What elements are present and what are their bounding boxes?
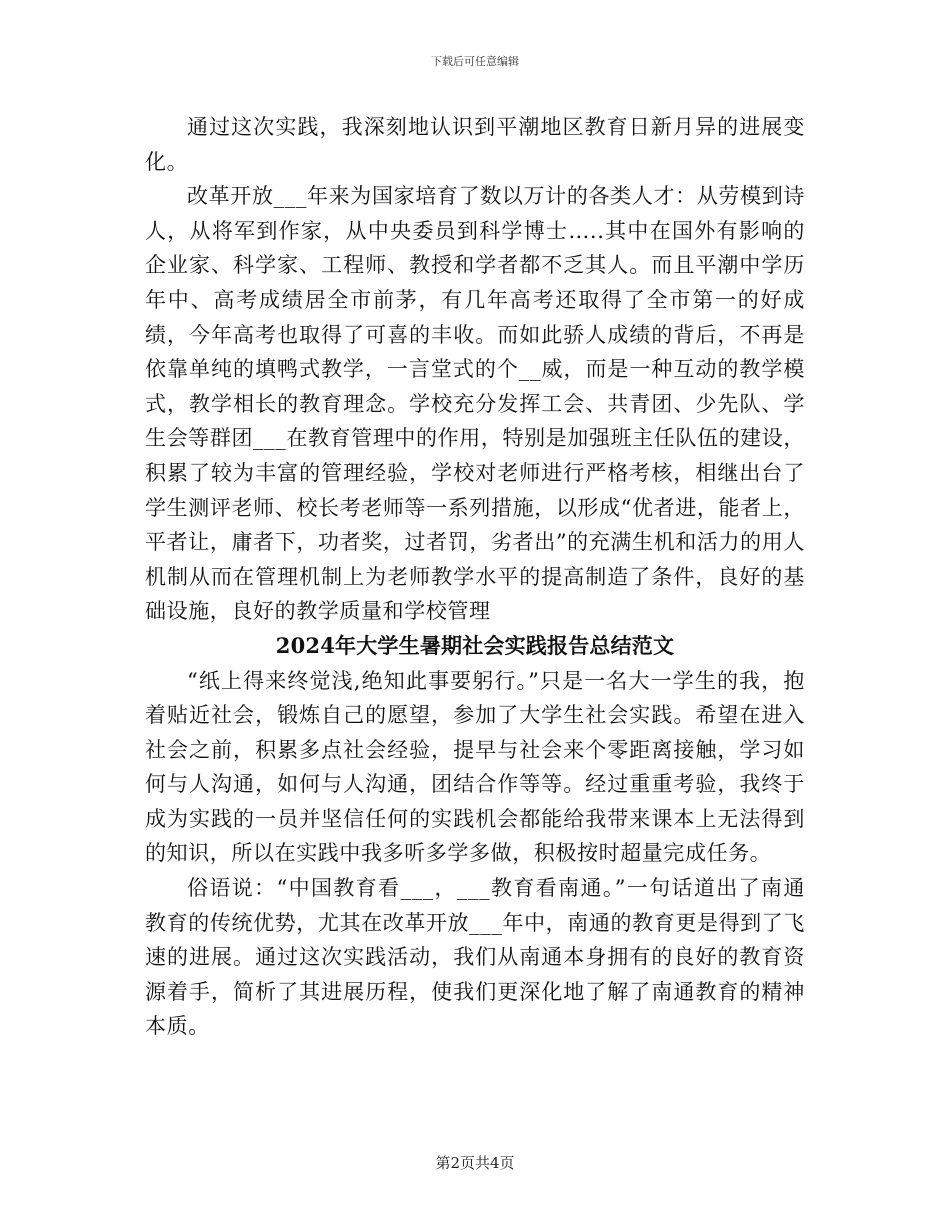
document-body	[145, 110, 805, 1044]
header-note: 下载后可任意编辑	[431, 55, 519, 68]
page-footer: 第2页共4页	[435, 1154, 515, 1172]
paragraph-reform-achievements: 改革开放___年来为国家培育了数以万计的各类人才：从劳模到诗人，从将军到作家，从中央委员到科学博士…..其中在国外有影响的企业家、科学家、工程师、教授和学者都不乏其人。而且平潮中学历年中、高考成绩居全市前茅，有几年高考还取得了全市第一的好成绩，今年高考也取得了可喜的丰收。而如此骄人成绩的背后，不再是依靠单纯的填鸭式教学，一言堂式的个__威，而是一种互动的教学模式，教学相长的教育理念。学校充分发挥工会、共青团、少先队、学生会等群团___在教育管理中的作用，特别是加强班主任队伍的建设，积累了较为丰富的管理经验，学校对老师进行严格考核，相继出台了学生测评老师、校长考老师等一系列措施，以形成“优者进，能者上，平者让，庸者下，功者奖，过者罚，劣者出”的充满生机和活力的用人机制从而在管理机制上为老师教学水平的提高制造了条件，良好的基础设施，良好的教学质量和学校管理	[145, 184, 805, 624]
paragraph-nantong-education: 俗语说：“中国教育看___，___教育看南通。”一句话道出了南通教育的传统优势，尤其在改革开放___年中，南通的教育更是得到了飞速的进展。通过这次实践活动，我们从南通本身拥有的良好的教育资源着手，简析了其进展历程，使我们更深化地了解了南通教育的精神本质。	[145, 876, 805, 1039]
paragraph-practice-insight: 通过这次实践，我深刻地认识到平潮地区教育日新月异的进展变化。	[145, 115, 805, 174]
report-title: 2024年大学生暑期社会实践报告总结范文	[275, 632, 675, 658]
paragraph-intro-quote: “纸上得来终觉浅,绝知此事要躬行。”只是一名大一学生的我，抱着贴近社会，锻炼自己的愿望，参加了大学生社会实践。希望在进入社会之前，积累多点社会经验，提早与社会来个零距离接触，学习如何与人沟通，如何与人沟通，团结合作等等。经过重重考验，我终于成为实践的一员并坚信任何的实践机会都能给我带来课本上无法得到的知识，所以在实践中我多听多学多做，积极按时超量完成任务。	[145, 668, 805, 866]
